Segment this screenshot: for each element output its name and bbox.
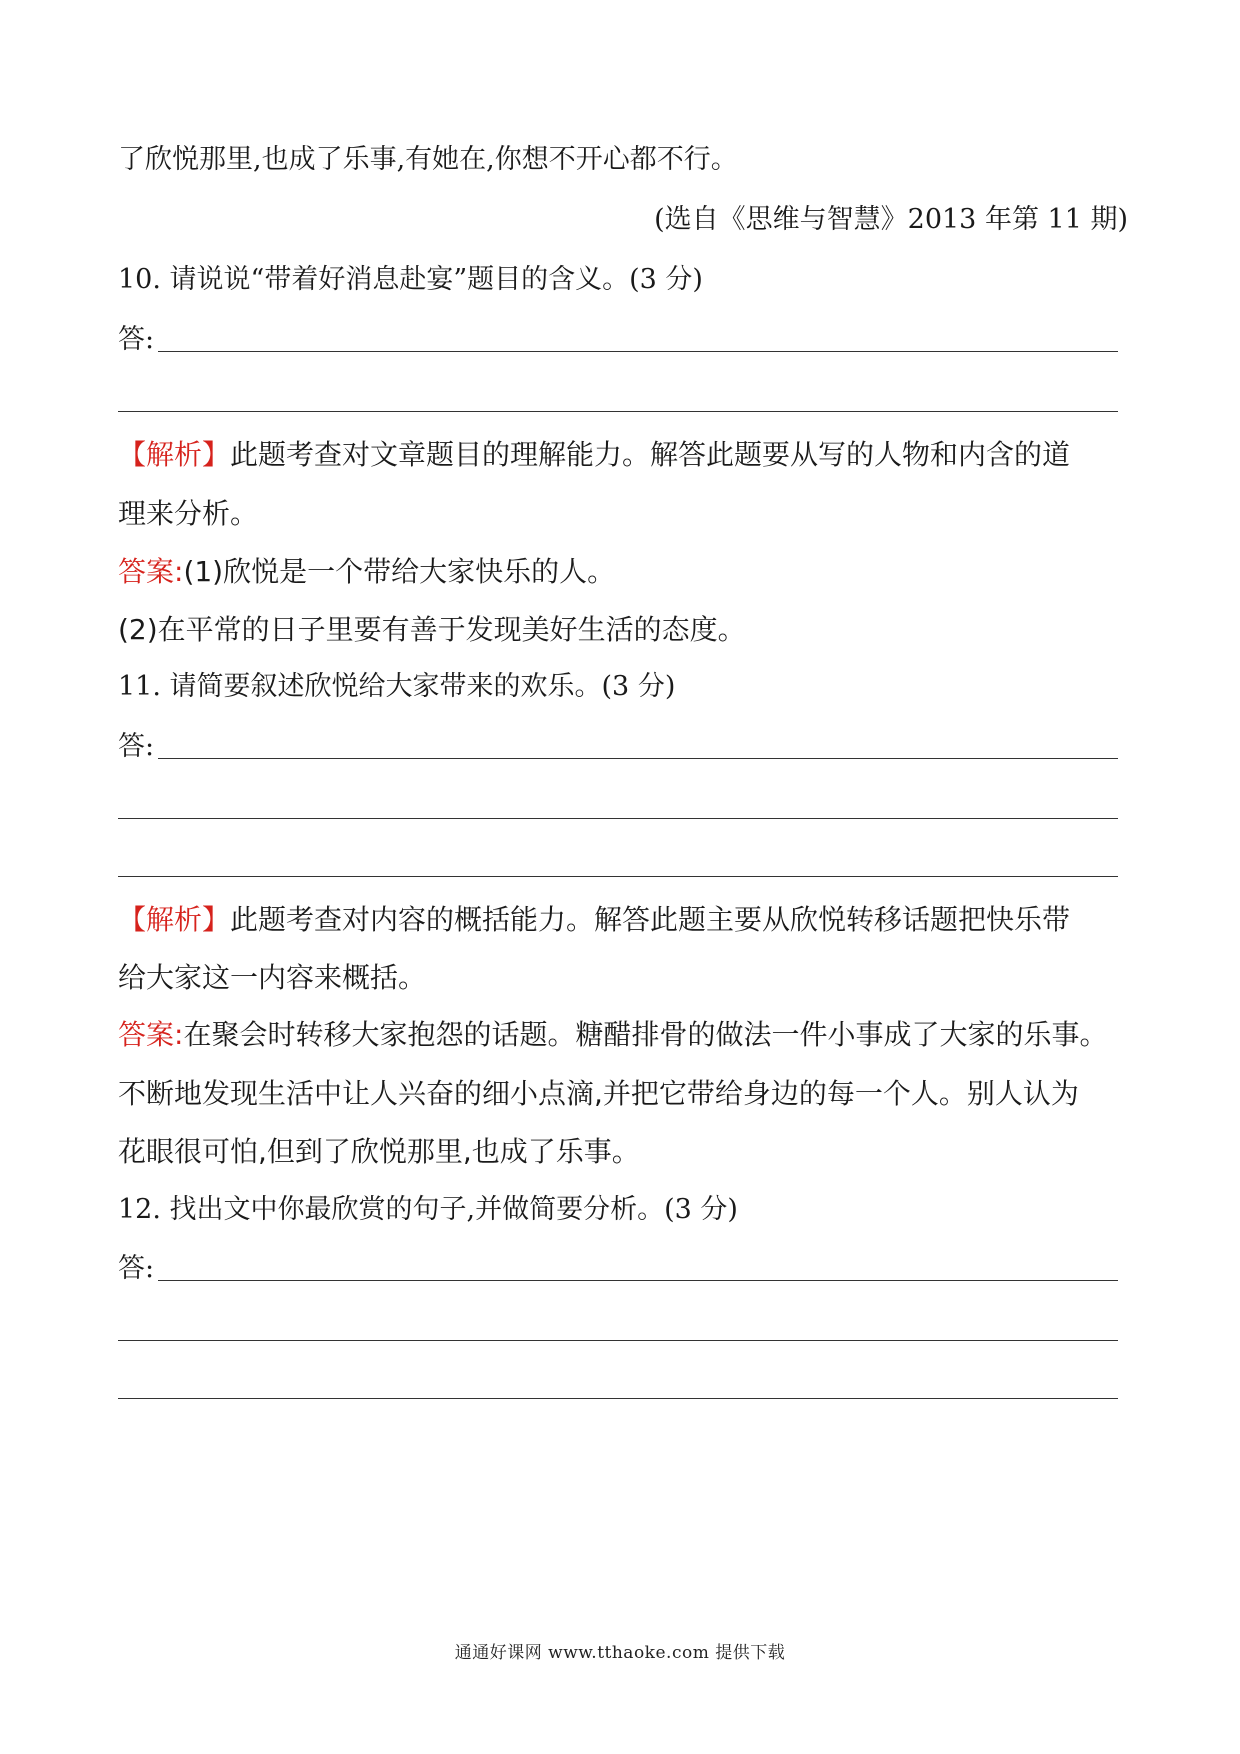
analysis-text: 此题考查对文章题目的理解能力。解答此题要从写的人物和内含的道 xyxy=(230,438,1071,471)
answer-rule xyxy=(118,1340,1118,1341)
answer-field-12-line1[interactable] xyxy=(118,1251,1118,1287)
analysis-text: 此题考查对内容的概括能力。解答此题主要从欣悦转移话题把快乐带 xyxy=(230,903,1071,936)
passage-last-line: 了欣悦那里,也成了乐事,有她在,你想不开心都不行。 xyxy=(118,144,738,175)
analysis-11-line1 xyxy=(118,902,1070,938)
passage-source: (选自《思维与智慧》2013 年第 11 期) xyxy=(654,204,1128,235)
answer-label: 答: xyxy=(118,1253,155,1284)
answer-field-11-line1[interactable] xyxy=(118,729,1118,765)
answer-10-line2: (2)在平常的日子里要有善于发现美好生活的态度。 xyxy=(118,613,746,646)
answer-tag: 答案: xyxy=(118,1018,184,1051)
answer-field-12-line2[interactable] xyxy=(118,1311,1118,1347)
analysis-tag: 【解析】 xyxy=(118,903,231,936)
answer-field-10-line2[interactable] xyxy=(118,382,1118,418)
answer-rule xyxy=(118,876,1118,877)
answer-11-line2: 不断地发现生活中让人兴奋的细小点滴,并把它带给身边的每一个人。别人认为 xyxy=(118,1077,1079,1110)
answer-field-11-line2[interactable] xyxy=(118,789,1118,825)
analysis-11-line2: 给大家这一内容来概括。 xyxy=(118,961,427,994)
answer-field-12-line3[interactable] xyxy=(118,1369,1118,1405)
answer-rule xyxy=(118,818,1118,819)
analysis-tag: 【解析】 xyxy=(118,438,231,471)
answer-label: 答: xyxy=(118,324,155,355)
answer-field-11-line3[interactable] xyxy=(118,847,1118,883)
answer-text: 在聚会时转移大家抱怨的话题。糖醋排骨的做法一件小事成了大家的乐事。 xyxy=(183,1018,1108,1051)
answer-rule xyxy=(158,351,1118,352)
page-footer: 通通好课网 www.tthaoke.com 提供下载 xyxy=(454,1643,786,1663)
answer-rule xyxy=(118,1398,1118,1399)
answer-rule xyxy=(118,411,1118,412)
analysis-10-line1 xyxy=(118,437,1070,473)
answer-11-line1 xyxy=(118,1017,1107,1053)
answer-11-line3: 花眼很可怕,但到了欣悦那里,也成了乐事。 xyxy=(118,1135,640,1168)
answer-text: (1)欣悦是一个带给大家快乐的人。 xyxy=(183,555,616,588)
question-11: 11. 请简要叙述欣悦给大家带来的欢乐。(3 分) xyxy=(118,671,676,702)
question-12: 12. 找出文中你最欣赏的句子,并做简要分析。(3 分) xyxy=(118,1194,738,1225)
answer-tag: 答案: xyxy=(118,555,184,588)
analysis-10-line2: 理来分析。 xyxy=(118,497,259,530)
answer-rule xyxy=(158,1280,1118,1281)
answer-10-line1 xyxy=(118,554,615,590)
question-10: 10. 请说说“带着好消息赴宴”题目的含义。(3 分) xyxy=(118,264,703,295)
answer-field-10-line1[interactable] xyxy=(118,322,1118,358)
answer-label: 答: xyxy=(118,731,155,762)
answer-rule xyxy=(158,758,1118,759)
